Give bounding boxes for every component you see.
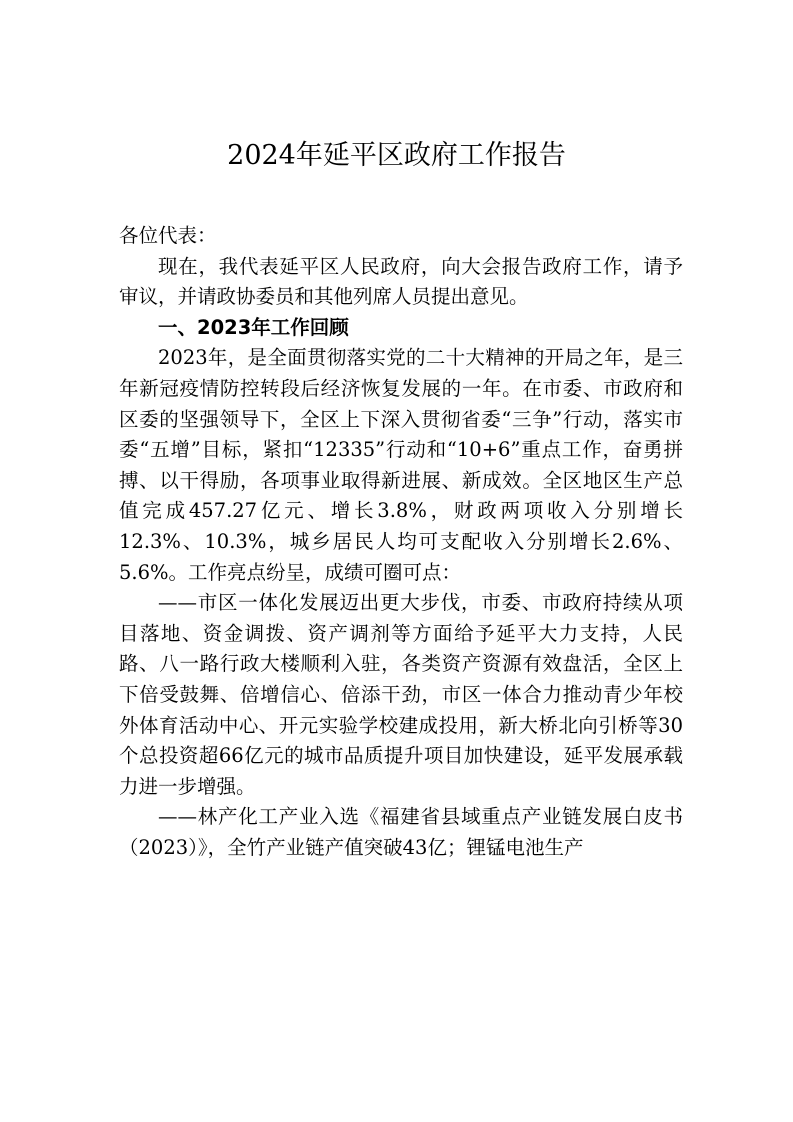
body-paragraph: ——市区一体化发展迈出更大步伐，市委、市政府持续从项目落地、资金调拨、资产调剂等方面给予延平大力支持，人民路、八一路行政大楼顺利入驻，各类资产资源有效盘活，全区上下倍受鼓舞、倍增信心、倍添干劲，市区一体合力推动青少年校外体育活动中心、开元实验学校建成投用，新大桥北向引桥等30个总投资超66亿元的城市品质提升项目加快建设，延平发展承载力进一步增强。: [119, 591, 683, 798]
opening-paragraph: 现在，我代表延平区人民政府，向大会报告政府工作，请予审议，并请政协委员和其他列席人员提出意见。: [119, 254, 683, 309]
document-body: [119, 221, 683, 863]
body-paragraph: 2023年，是全面贯彻落实党的二十大精神的开局之年，是三年新冠疫情防控转段后经济恢复发展的一年。在市委、市政府和区委的坚强领导下，全区上下深入贯彻省委“三争”行动，落实市委“五增”目标，紧扣“12335”行动和“10+6”重点工作，奋勇拼搏、以干得励，各项事业取得新进展、新成效。全区地区生产总值完成457.27亿元、增长3.8%，财政两项收入分别增长12.3%、10.3%，城乡居民人均可支配收入分别增长2.6%、5.6%。工作亮点纷呈，成绩可圈可点：: [119, 346, 683, 584]
salutation: 各位代表：: [119, 224, 217, 247]
page-title: 2024年延平区政府工作报告: [227, 140, 566, 171]
body-paragraph: ——林产化工产业入选《福建省县域重点产业链发展白皮书（2023）》，全竹产业链产值突破43亿；锂锰电池生产: [119, 805, 683, 859]
section-heading: 一、2023年工作回顾: [158, 315, 349, 339]
